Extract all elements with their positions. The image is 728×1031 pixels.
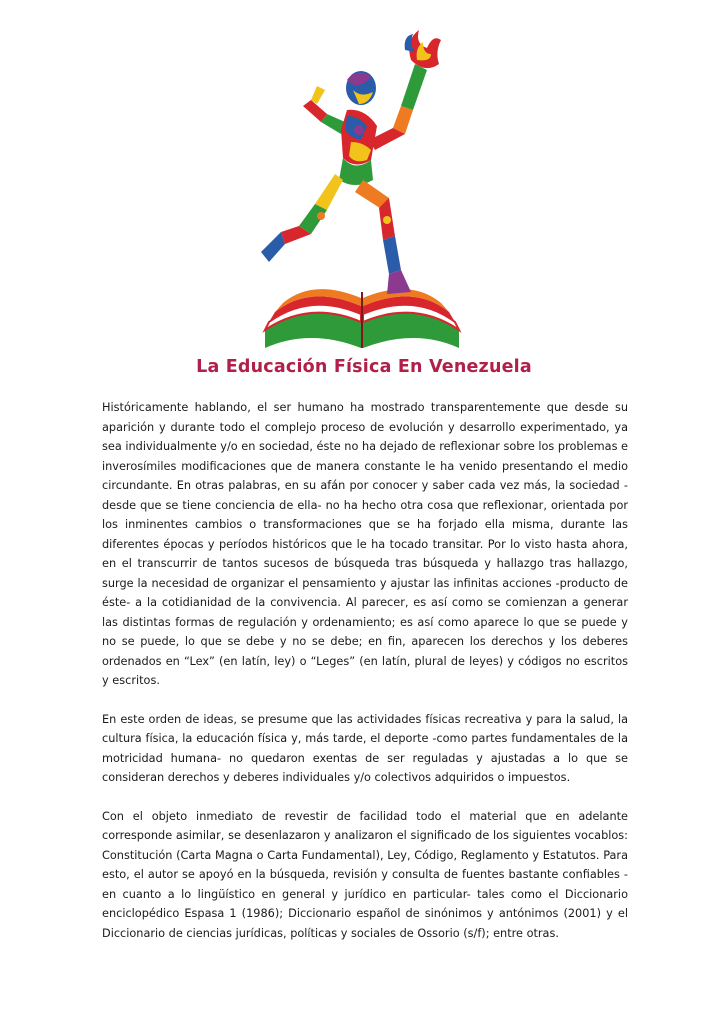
paragraph-3: Con el objeto inmediato de revestir de facilidad todo el material que en adelante corresponde asimilar, se desenlazaron y analizaron el significado de los siguientes vocablos: Constitución (Carta Magna o Carta Fundamental), Ley, Código, Reglamento y Estatutos. Para esto, el autor se apoyó en la búsqueda, revisión y consulta de fuentes bastante confiables -en cuanto a lo lingüístico en general y jurídico en particular- tales como el Diccionario enciclopédico Espasa 1 (1986); Diccionario español de sinónimos y antónimos (2001) y el Diccionario de ciencias jurídicas, políticas y sociales de Ossorio (s/f); entre otras. — [102, 809, 628, 940]
document-body — [102, 398, 628, 962]
paragraph-1: Históricamente hablando, el ser humano ha mostrado transparentemente que desde su aparición y durante todo el complejo proceso de evolución y desarrollo experimentado, ya sea individualmente y/o en sociedad, éste no ha dejado de reflexionar sobre los problemas e inverosímiles modificaciones que de manera constante le ha venido presentando el medio circundante. En otras palabras, en su afán por conocer y saber cada vez más, la sociedad - desde que se tiene conciencia de ella- no ha hecho otra cosa que reflexionar, orientada por los inminentes cambios o transformaciones que se ha forjado ella misma, durante las diferentes épocas y períodos históricos que le ha tocado transitar. Por lo visto hasta ahora, en el transcurrir de tantos sucesos de búsqueda tras búsqueda y hallazgo tras hallazgo, surge la necesidad de organizar el pensamiento y ajustar las infinitas acciones -producto de éste- a la cotidianidad de la convivencia. Al parecer, es así como se comienzan a generar las distintas formas de regulación y ordenamiento; es así como aparece lo que se puede y no se puede, lo que se debe y no se debe; en fin, aparecen los derechos y los deberes ordenados en “Lex” (en latín, ley) o “Leges” (en latín, plural de leyes) y códigos no escritos y escritos. — [102, 401, 628, 687]
torch-flame-icon — [405, 30, 441, 68]
back-leg-icon — [261, 174, 343, 262]
running-figure-logo-icon — [255, 30, 470, 350]
back-arm-icon — [303, 86, 345, 134]
raised-arm-icon — [369, 64, 427, 150]
paragraph-2: En este orden de ideas, se presume que las actividades físicas recreativa y para la salud, la cultura física, la educación física y, más tarde, el deporte -como partes fundamentales de la motricidad humana- no quedaron exentas de ser reguladas y ajustadas a lo que se consideran derechos y deberes individuales y/o colectivos adquiridos o impuestos. — [102, 712, 628, 784]
torso-icon — [339, 110, 377, 185]
head-icon — [346, 71, 376, 105]
document-title: La Educación Física En Venezuela — [196, 357, 532, 377]
open-book-icon — [265, 289, 459, 348]
front-leg-icon — [355, 180, 411, 294]
